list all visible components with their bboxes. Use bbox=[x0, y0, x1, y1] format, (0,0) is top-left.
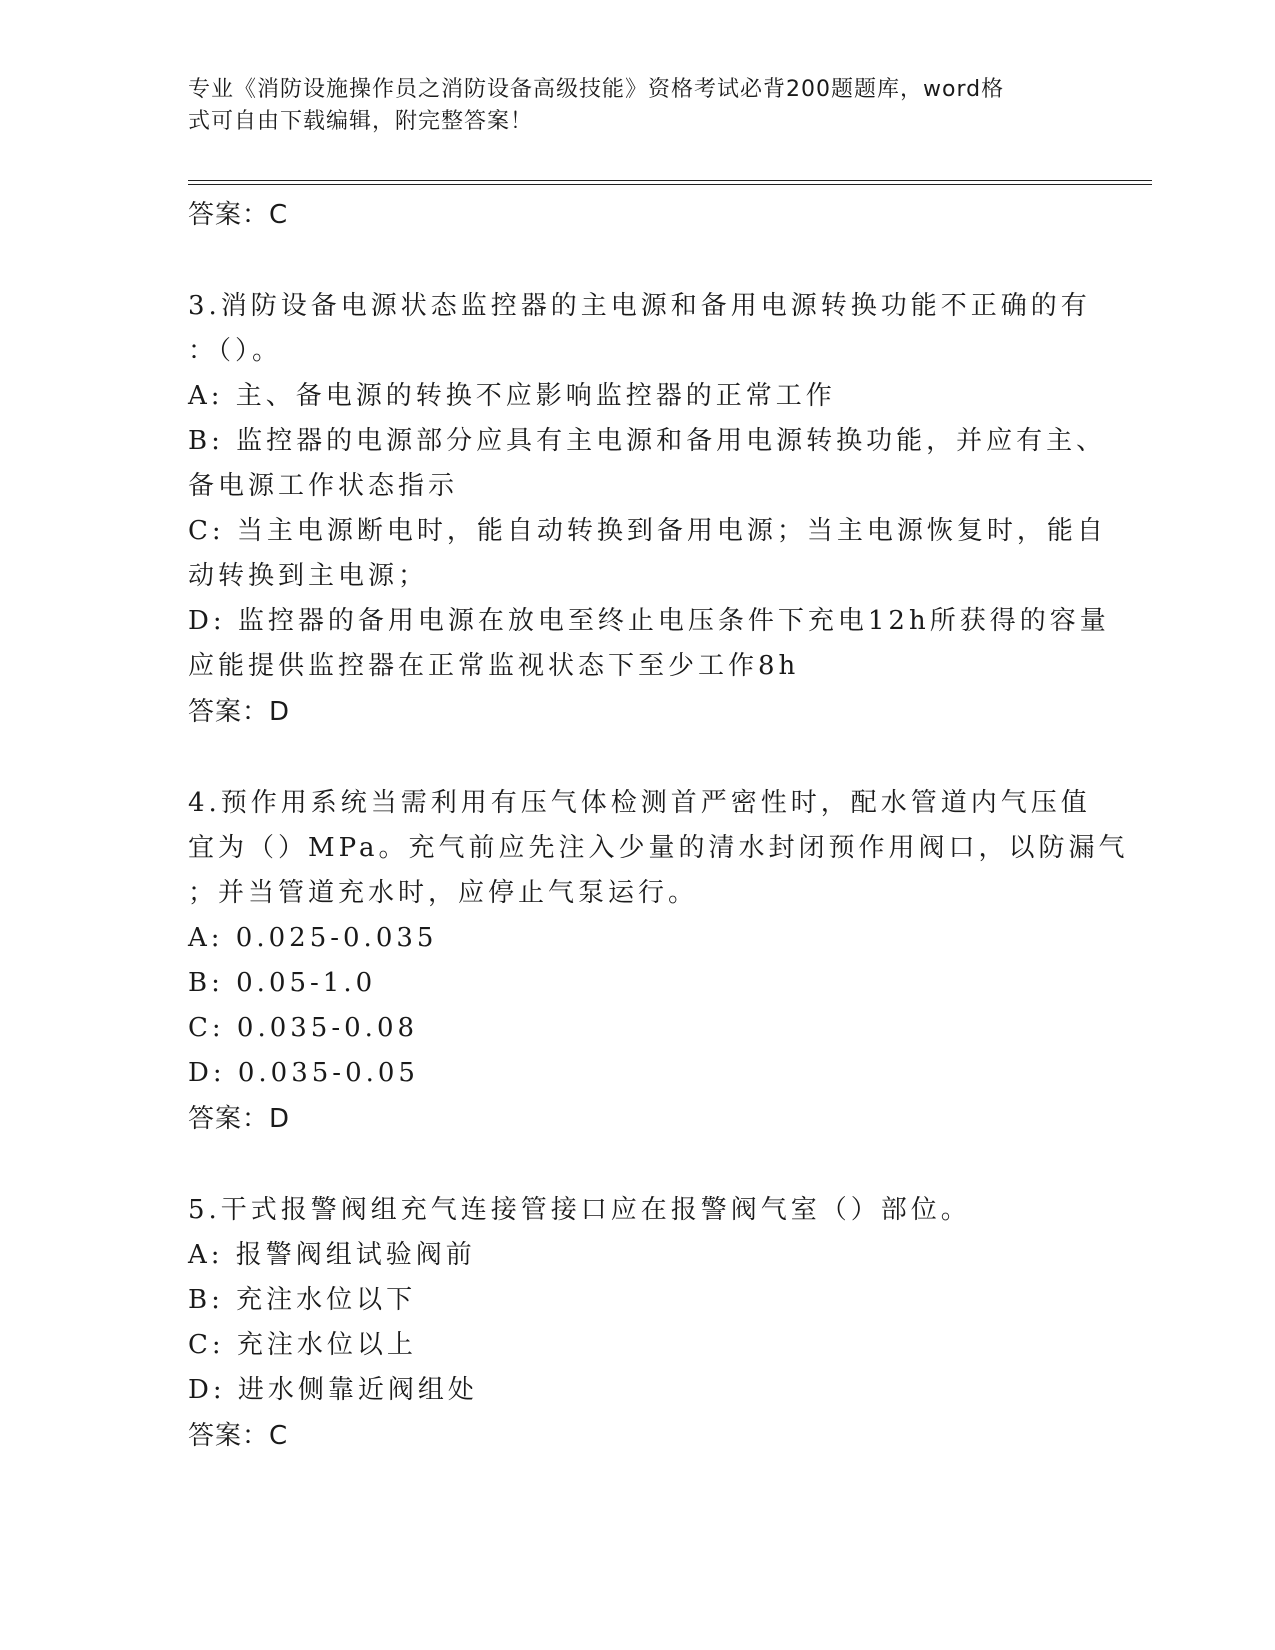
option-text: B: 0.05-1.0 bbox=[188, 968, 377, 998]
option-text: C: 充注水位以上 bbox=[188, 1330, 417, 1360]
option-text: D: 进水侧靠近阀组处 bbox=[188, 1375, 478, 1405]
option-b bbox=[188, 1278, 1088, 1323]
spacer bbox=[188, 1142, 1088, 1188]
header-line: 专业《消防设施操作员之消防设备高级技能》资格考试必背200题题库，word格 bbox=[188, 77, 1005, 102]
document-header bbox=[188, 74, 1068, 138]
option-c bbox=[188, 1006, 1088, 1051]
question-text: 宜为（）MPa。充气前应先注入少量的清水封闭预作用阀口，以防漏气 bbox=[188, 833, 1129, 863]
option-b bbox=[188, 419, 1107, 509]
option-text: A: 报警阀组试验阀前 bbox=[188, 1240, 476, 1270]
question-text: 5.干式报警阀组充气连接管接口应在报警阀气室（）部位。 bbox=[188, 1195, 971, 1225]
option-text: D: 0.035-0.05 bbox=[188, 1058, 419, 1088]
option-d bbox=[188, 1368, 1088, 1413]
option-text: B: 充注水位以下 bbox=[188, 1285, 417, 1315]
answer-line: 答案：D bbox=[188, 697, 291, 727]
question-text: ；并当管道充水时，应停止气泵运行。 bbox=[188, 878, 699, 908]
answer-line: 答案：C bbox=[188, 200, 289, 230]
spacer bbox=[188, 735, 1088, 781]
question-list bbox=[188, 192, 1129, 1459]
spacer bbox=[188, 238, 1088, 284]
option-c bbox=[188, 509, 1107, 599]
header-line: 式可自由下载编辑，附完整答案！ bbox=[188, 109, 534, 134]
option-d bbox=[188, 1051, 1088, 1096]
option-text: B: 监控器的电源部分应具有主电源和备用电源转换功能，并应有主、 bbox=[188, 426, 1107, 456]
option-text: 应能提供监控器在正常监视状态下至少工作8h bbox=[188, 651, 800, 681]
option-text: D: 监控器的备用电源在放电至终止电压条件下充电12h所获得的容量 bbox=[188, 606, 1110, 636]
header-divider bbox=[188, 180, 1152, 181]
answer-line: 答案：C bbox=[188, 1421, 289, 1451]
question-3 bbox=[188, 284, 1091, 374]
question-4 bbox=[188, 781, 1129, 916]
question-text: ：（）。 bbox=[188, 336, 283, 366]
option-b bbox=[188, 961, 1088, 1006]
header-divider bbox=[188, 184, 1152, 185]
option-a bbox=[188, 916, 1088, 961]
option-text: C: 当主电源断电时，能自动转换到备用电源；当主电源恢复时，能自 bbox=[188, 516, 1107, 546]
option-a bbox=[188, 1233, 1088, 1278]
option-text: A: 主、备电源的转换不应影响监控器的正常工作 bbox=[188, 381, 836, 411]
question-text: 4.预作用系统当需利用有压气体检测首严密性时，配水管道内气压值 bbox=[188, 788, 1091, 818]
option-d bbox=[188, 599, 1110, 689]
question-text: 3.消防设备电源状态监控器的主电源和备用电源转换功能不正确的有 bbox=[188, 291, 1091, 321]
question-5 bbox=[188, 1188, 1088, 1233]
option-text: A: 0.025-0.035 bbox=[188, 923, 438, 953]
option-text: 备电源工作状态指示 bbox=[188, 471, 459, 501]
answer-line: 答案：D bbox=[188, 1104, 291, 1134]
option-text: 动转换到主电源； bbox=[188, 561, 429, 591]
option-text: C: 0.035-0.08 bbox=[188, 1013, 419, 1043]
option-a bbox=[188, 374, 1088, 419]
option-c bbox=[188, 1323, 1088, 1368]
